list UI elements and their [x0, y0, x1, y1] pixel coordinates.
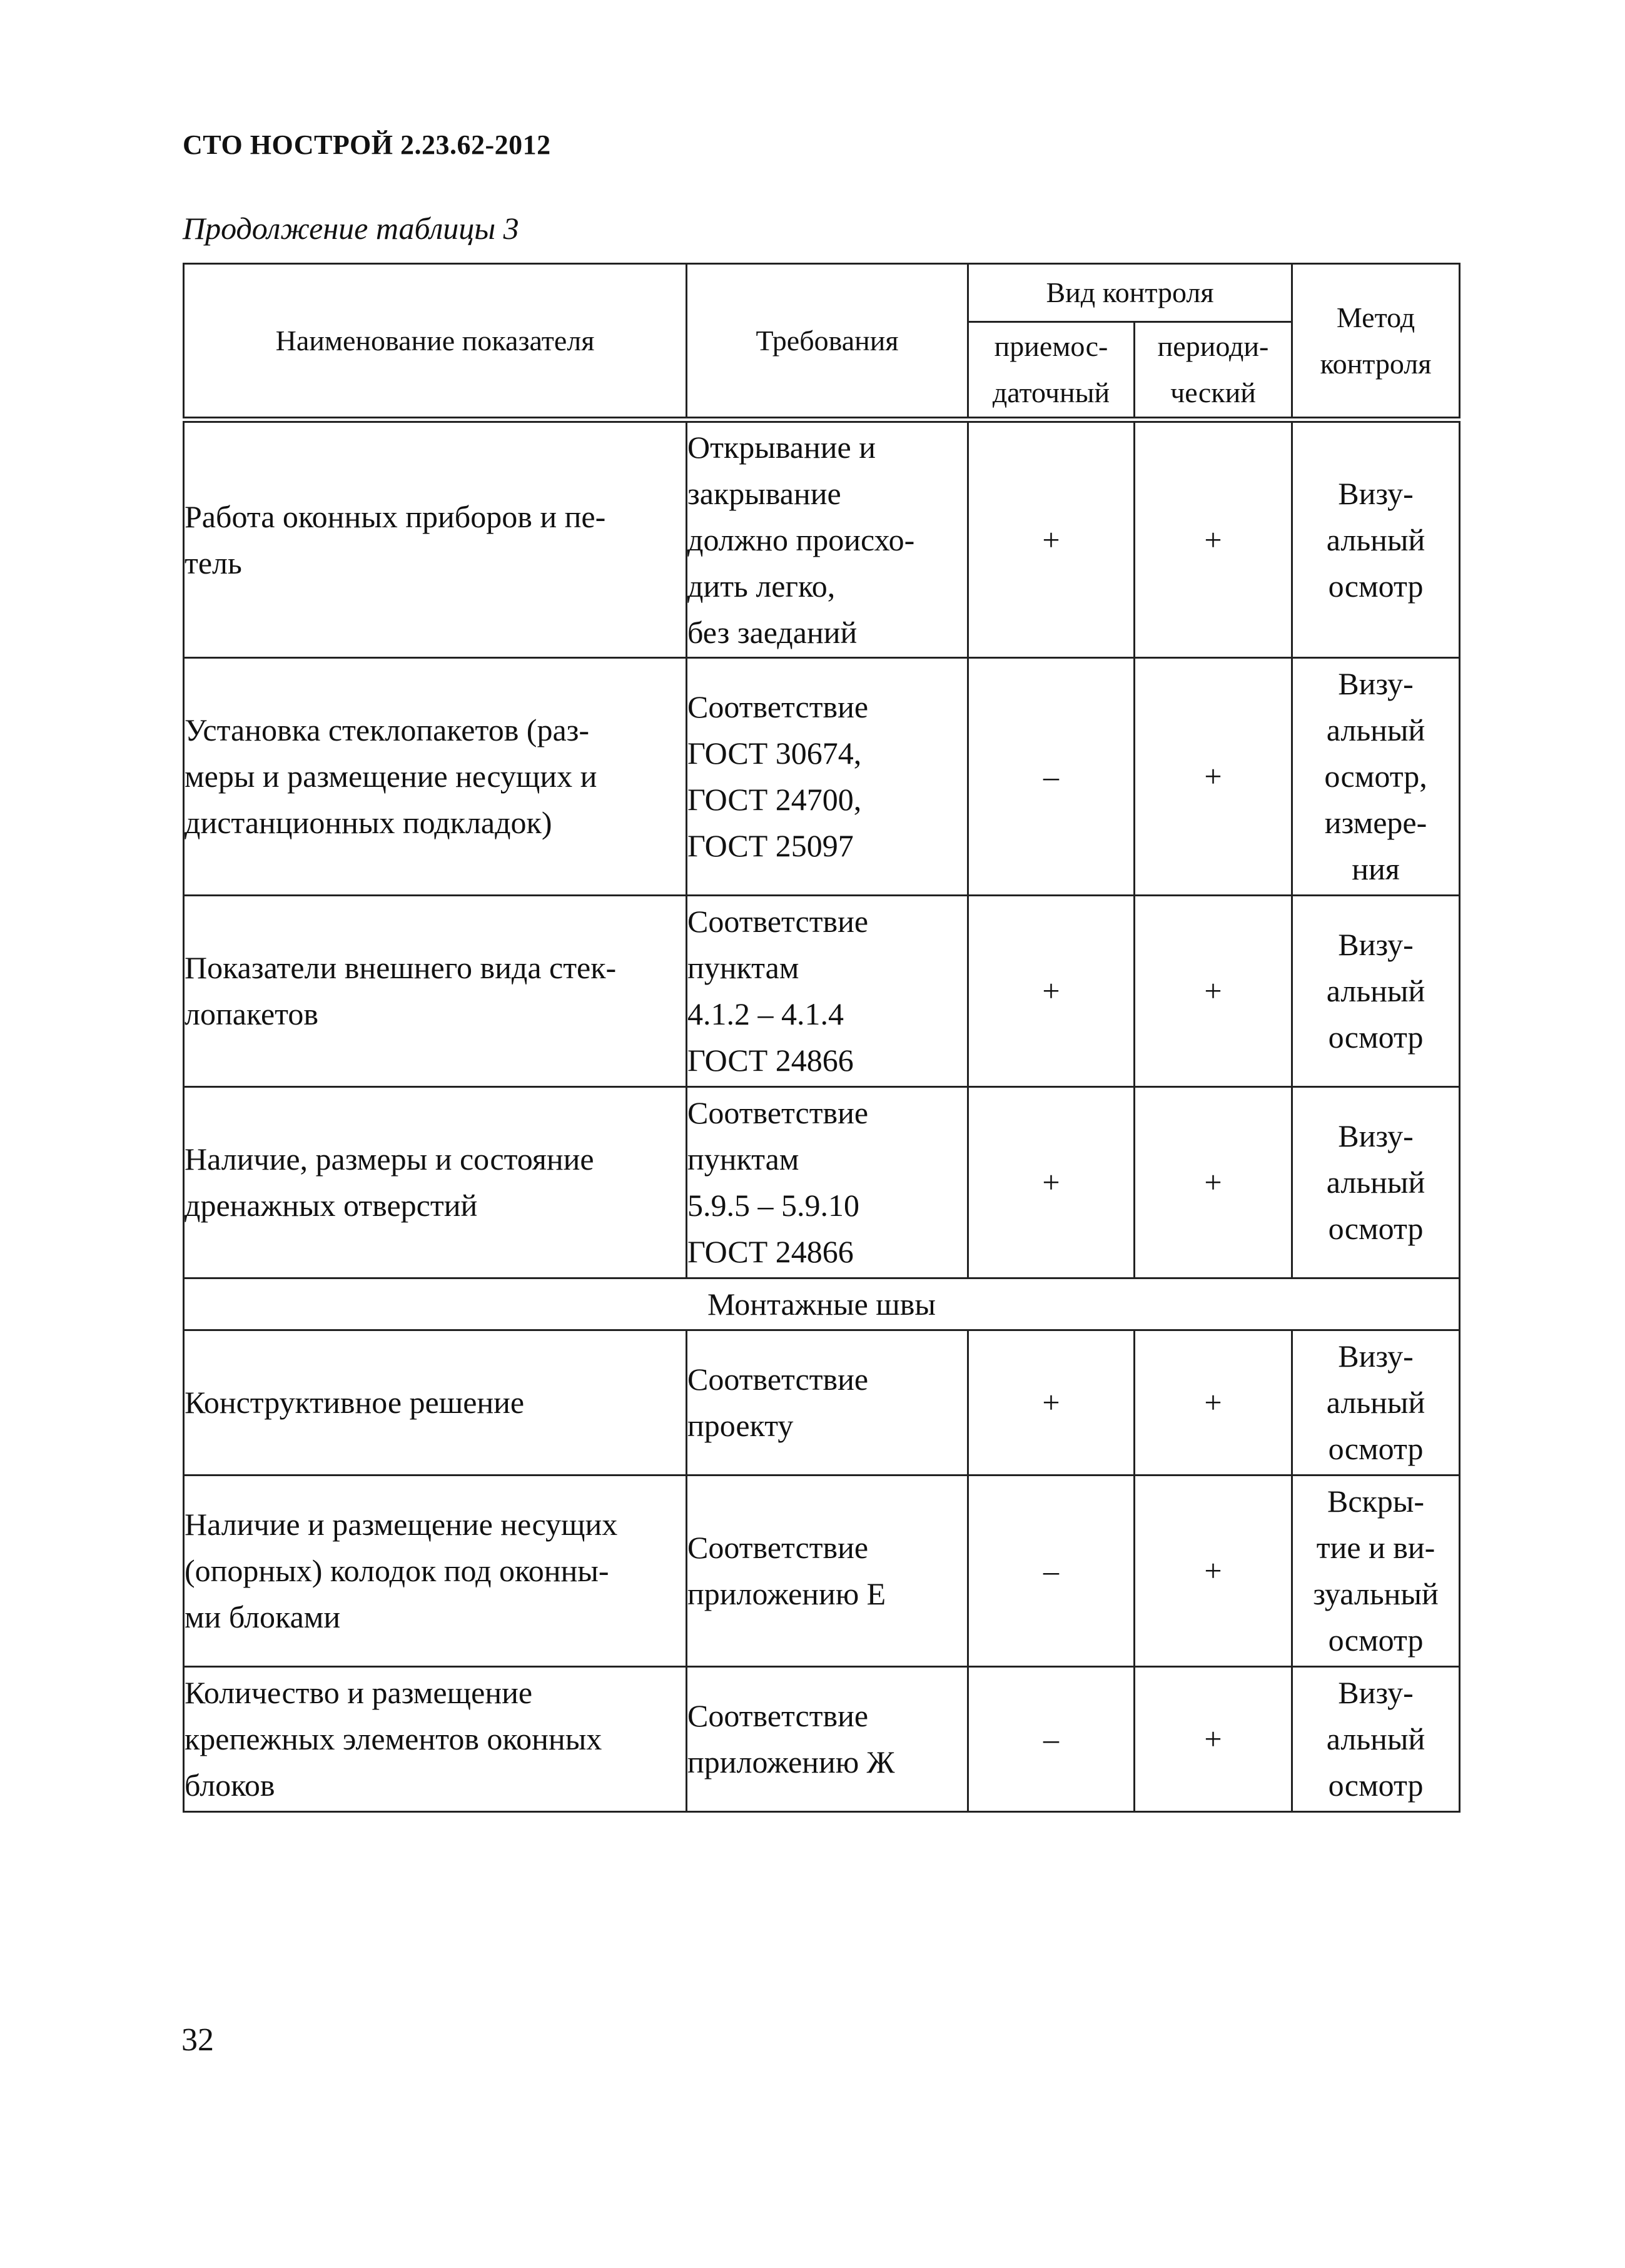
indicator-name-cell	[184, 1330, 687, 1475]
indicator-name-cell	[184, 1086, 687, 1278]
method-line: ния	[1352, 851, 1400, 886]
requirement-line: Соответствие	[687, 904, 869, 939]
indicator-name-line: лопакетов	[185, 996, 318, 1031]
requirement-cell	[687, 1475, 968, 1666]
page-number: 32	[181, 2022, 214, 2058]
column-header-periodic	[1135, 322, 1292, 420]
column-header-method	[1292, 264, 1460, 420]
indicator-name-line: Работа оконных приборов и пе-	[185, 499, 606, 534]
column-header-method-line: Метод	[1336, 301, 1415, 333]
acceptance-mark: +	[968, 1086, 1135, 1278]
column-header-acceptance-line: даточный	[992, 377, 1110, 408]
method-line: зуальный	[1313, 1576, 1439, 1611]
table-row	[184, 1475, 1460, 1666]
table-row	[184, 1666, 1460, 1811]
requirement-line: 5.9.5 – 5.9.10	[687, 1188, 859, 1223]
requirement-line: Соответствие	[687, 1698, 869, 1733]
method-cell	[1292, 1330, 1460, 1475]
column-header-periodic-line: ческий	[1170, 377, 1256, 408]
requirement-line: Соответствие	[687, 689, 869, 724]
indicator-name-cell	[184, 1666, 687, 1811]
method-line: осмотр,	[1324, 759, 1427, 794]
table-row	[184, 895, 1460, 1086]
periodic-mark: +	[1135, 1330, 1292, 1475]
method-line: альный	[1326, 1385, 1425, 1420]
acceptance-mark: –	[968, 657, 1135, 895]
requirement-cell	[687, 1330, 968, 1475]
indicator-name-cell	[184, 895, 687, 1086]
document-code: СТО НОСТРОЙ 2.23.62-2012	[183, 129, 551, 160]
indicator-name-line: меры и размещение несущих и	[185, 759, 597, 794]
method-cell	[1292, 1666, 1460, 1811]
acceptance-mark: +	[968, 420, 1135, 657]
method-line: осмотр	[1328, 568, 1424, 604]
indicator-name-cell	[184, 657, 687, 895]
column-header-acceptance-line: приемос-	[994, 330, 1108, 362]
periodic-mark: +	[1135, 657, 1292, 895]
method-line: осмотр	[1328, 1768, 1424, 1803]
method-line: осмотр	[1328, 1020, 1424, 1055]
method-line: альный	[1326, 973, 1425, 1008]
periodic-mark: +	[1135, 1086, 1292, 1278]
method-line: альный	[1326, 712, 1425, 747]
indicator-name-line: Установка стеклопакетов (раз-	[185, 712, 590, 747]
requirement-cell	[687, 895, 968, 1086]
method-line: альный	[1326, 1165, 1425, 1200]
requirement-line: ГОСТ 30674,	[687, 736, 862, 771]
table-body	[184, 420, 1460, 1811]
requirement-line: дить легко,	[687, 568, 836, 604]
requirement-line: ГОСТ 24866	[687, 1234, 854, 1269]
table-row	[184, 657, 1460, 895]
requirement-line: Открывание и	[687, 429, 876, 465]
section-title: Монтажные швы	[184, 1278, 1460, 1330]
indicator-name-line: ми блоками	[185, 1599, 341, 1634]
indicator-name-line: Конструктивное решение	[185, 1385, 525, 1420]
indicator-name-line: Количество и размещение	[185, 1675, 533, 1710]
column-header-control-type: Вид контроля	[968, 264, 1292, 322]
indicator-name-cell	[184, 1475, 687, 1666]
table-row	[184, 420, 1460, 657]
requirement-cell	[687, 657, 968, 895]
periodic-mark: +	[1135, 1475, 1292, 1666]
requirement-cell	[687, 1666, 968, 1811]
method-cell	[1292, 1086, 1460, 1278]
requirement-line: Соответствие	[687, 1095, 869, 1130]
requirements-table	[183, 263, 1460, 1813]
acceptance-mark: +	[968, 895, 1135, 1086]
column-header-periodic-line: периоди-	[1157, 330, 1269, 362]
method-line: Визу-	[1338, 475, 1414, 511]
requirement-line: ГОСТ 24866	[687, 1043, 854, 1078]
table-row	[184, 1086, 1460, 1278]
column-header-requirements: Требования	[687, 264, 968, 420]
method-line: альный	[1326, 522, 1425, 557]
method-cell	[1292, 420, 1460, 657]
indicator-name-cell	[184, 420, 687, 657]
requirement-cell	[687, 1086, 968, 1278]
requirement-line: без заеданий	[687, 614, 858, 650]
method-line: осмотр	[1328, 1431, 1424, 1466]
acceptance-mark: +	[968, 1330, 1135, 1475]
column-header-method-line: контроля	[1320, 347, 1432, 380]
method-line: Вскры-	[1327, 1484, 1425, 1519]
periodic-mark: +	[1135, 1666, 1292, 1811]
indicator-name-line: Наличие и размещение несущих	[185, 1507, 618, 1542]
periodic-mark: +	[1135, 420, 1292, 657]
table-row	[184, 1330, 1460, 1475]
method-line: осмотр	[1328, 1623, 1424, 1658]
method-line: Визу-	[1338, 1339, 1414, 1374]
requirement-cell	[687, 420, 968, 657]
requirement-line: приложению Ж	[687, 1744, 895, 1779]
indicator-name-line: тель	[185, 545, 242, 580]
indicator-name-line: Показатели внешнего вида стек-	[185, 950, 617, 985]
method-line: осмотр	[1328, 1211, 1424, 1246]
method-line: измере-	[1324, 805, 1427, 840]
method-line: Визу-	[1338, 927, 1414, 962]
method-cell	[1292, 1475, 1460, 1666]
requirement-line: пунктам	[687, 1142, 799, 1177]
method-line: Визу-	[1338, 666, 1414, 701]
requirement-line: должно происхо-	[687, 522, 915, 557]
acceptance-mark: –	[968, 1475, 1135, 1666]
requirement-line: ГОСТ 25097	[687, 828, 854, 863]
periodic-mark: +	[1135, 895, 1292, 1086]
requirement-line: приложению Е	[687, 1576, 886, 1611]
column-header-name: Наименование показателя	[184, 264, 687, 420]
indicator-name-line: дренажных отверстий	[185, 1188, 478, 1223]
method-cell	[1292, 657, 1460, 895]
method-line: Визу-	[1338, 1675, 1414, 1710]
table-caption: Продолжение таблицы 3	[183, 211, 519, 246]
requirement-line: пунктам	[687, 950, 799, 985]
indicator-name-line: блоков	[185, 1768, 275, 1803]
acceptance-mark: –	[968, 1666, 1135, 1811]
requirement-line: Соответствие	[687, 1362, 869, 1397]
method-line: Визу-	[1338, 1118, 1414, 1153]
requirement-line: проекту	[687, 1408, 794, 1443]
section-row	[184, 1278, 1460, 1330]
requirement-line: 4.1.2 – 4.1.4	[687, 996, 844, 1031]
indicator-name-line: крепежных элементов оконных	[185, 1721, 602, 1756]
requirement-line: ГОСТ 24700,	[687, 782, 862, 817]
indicator-name-line: дистанционных подкладок)	[185, 805, 552, 840]
requirement-line: Соответствие	[687, 1530, 869, 1565]
column-header-acceptance	[968, 322, 1135, 420]
method-cell	[1292, 895, 1460, 1086]
indicator-name-line: (опорных) колодок под оконны-	[185, 1553, 609, 1588]
requirement-line: закрывание	[687, 475, 841, 511]
method-line: тие и ви-	[1316, 1530, 1435, 1565]
method-line: альный	[1326, 1721, 1425, 1756]
indicator-name-line: Наличие, размеры и состояние	[185, 1142, 594, 1177]
